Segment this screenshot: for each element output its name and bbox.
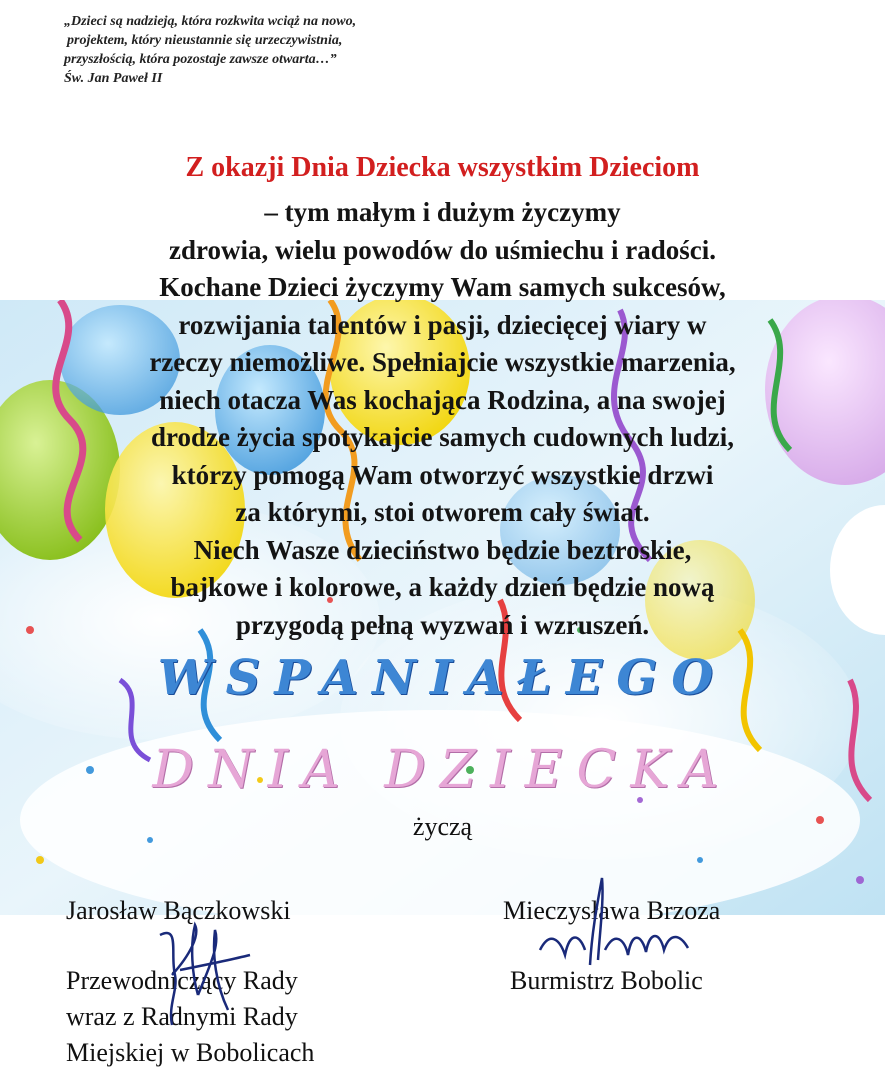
body-line: rozwijania talentów i pasji, dziecięcej wiary w: [178, 309, 707, 340]
body-line: bajkowe i kolorowe, a każdy dzień będzie nową: [170, 572, 715, 602]
signatory-name: Mieczysława Brzoza: [503, 896, 721, 925]
body-line: niech otacza Was kochająca Rodzina, a na swojej: [159, 384, 726, 415]
quote-line: przyszłością, która pozostaje zawsze otwarta…”: [64, 52, 337, 67]
decorative-heading-line2: DNIA DZIECKA: [152, 740, 733, 800]
signature-right-scribble: [520, 870, 700, 970]
decorative-heading-line1: WSPANIAŁEGO: [157, 650, 728, 706]
page-title: Z okazji Dnia Dziecka wszystkim Dzieciom: [185, 152, 700, 183]
body-line: zdrowia, wielu powodów do uśmiechu i radości.: [168, 234, 717, 265]
body-line: przygodą pełną wyzwań i wzruszeń.: [235, 609, 650, 640]
signatory-role: wraz z Radnymi Rady: [66, 1002, 298, 1031]
body-line: rzeczy niemożliwe. Spełniajcie wszystkie marzenia,: [149, 347, 736, 377]
body-line: za którymi, stoi otworem cały świat.: [235, 497, 650, 527]
greeting-body: [0, 194, 885, 644]
signatory-role: Miejskiej w Bobolicach: [66, 1038, 315, 1067]
quote-line: „Dzieci są nadzieją, która rozkwita wciąż na nowo,: [64, 14, 357, 29]
body-line: – tym małym i dużym życzymy: [264, 197, 621, 227]
body-line: Niech Wasze dzieciństwo będzie beztroskie,: [193, 534, 692, 565]
signatory-role: Przewodniczący Rady: [66, 966, 298, 995]
body-line: Kochane Dzieci życzymy Wam samych sukcesów,: [159, 272, 726, 302]
signatory-name: Jarosław Bączkowski: [66, 896, 291, 925]
quote-author: Św. Jan Paweł II: [64, 71, 163, 86]
signature-left-scribble: [150, 915, 260, 1045]
body-line: którzy pomogą Wam otworzyć wszystkie drzwi: [171, 459, 714, 490]
quote-line: projektem, który nieustannie się urzeczywistnia,: [67, 33, 343, 48]
signatory-role: Burmistrz Bobolic: [510, 966, 703, 995]
opening-quote: [64, 12, 356, 88]
body-line: drodze życia spotykajcie samych cudownych ludzi,: [150, 422, 734, 452]
wish-text: życzą: [412, 812, 473, 841]
